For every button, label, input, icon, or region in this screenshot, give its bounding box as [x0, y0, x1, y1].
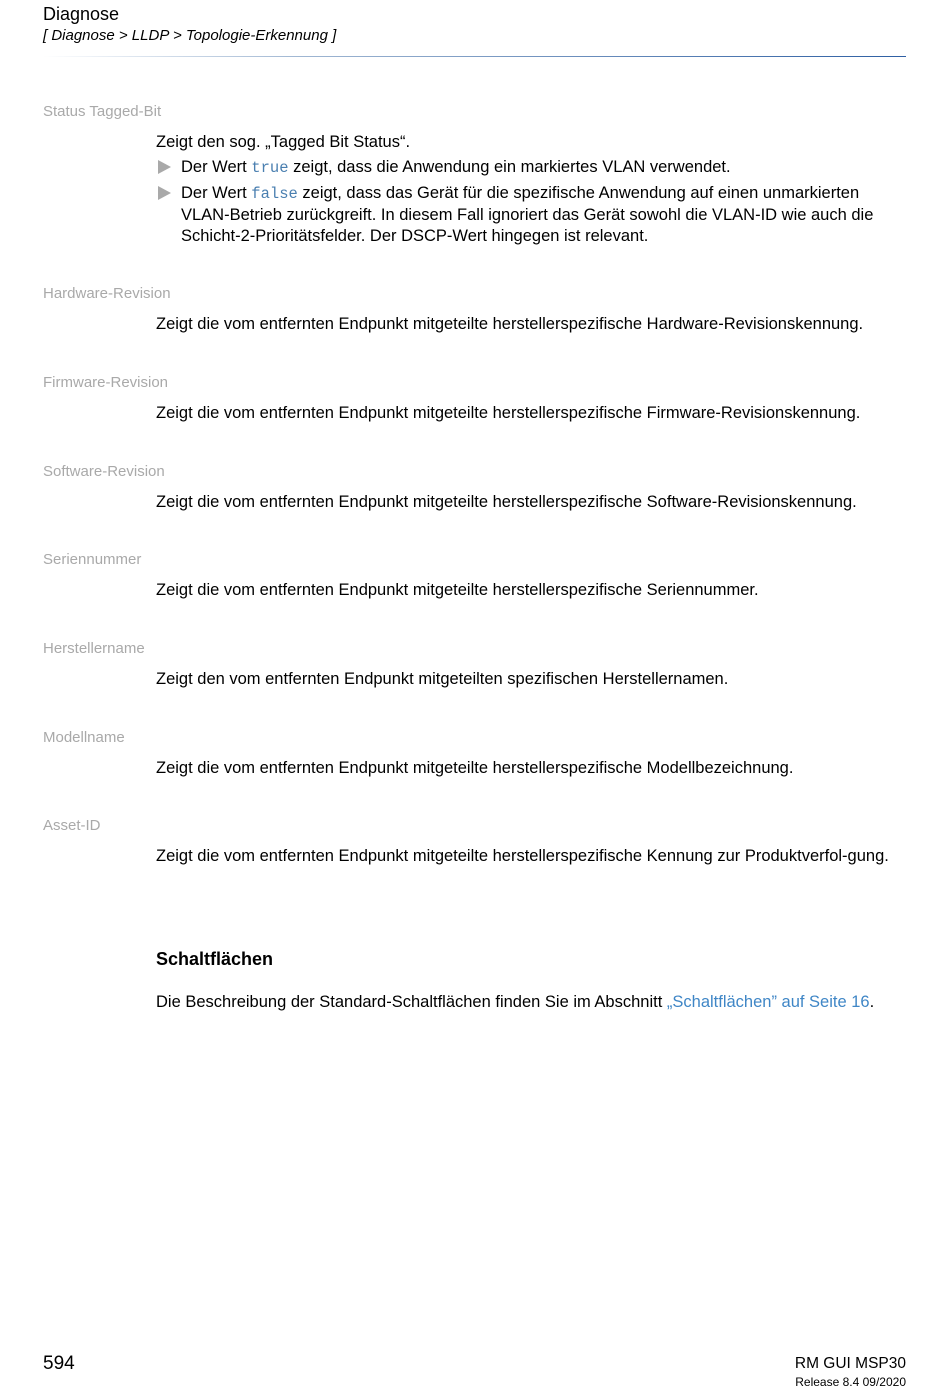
field-label-hardware-revision: Hardware-Revision — [43, 285, 171, 302]
field-desc-modellname: Zeigt die vom entfernten Endpunkt mitgeteilte herstellerspezifische Modellbezeichnung. — [156, 759, 794, 777]
field-label-modellname: Modellname — [43, 729, 125, 746]
field-desc-herstellername: Zeigt den vom entfernten Endpunkt mitgeteilten spezifischen Herstellernamen. — [156, 670, 729, 688]
header-divider — [43, 56, 906, 57]
bullet-text: Der Wert true zeigt, dass die Anwendung ein markiertes VLAN verwendet. — [181, 158, 731, 177]
field-label-asset-id: Asset-ID — [43, 817, 101, 834]
field-desc-firmware-revision: Zeigt die vom entfernten Endpunkt mitgeteilte herstellerspezifische Firmware-Revisionskennung. — [156, 404, 861, 422]
header-title: Diagnose — [43, 4, 120, 24]
tagged-bit-intro: Zeigt den sog. „Tagged Bit Status“. — [156, 133, 411, 151]
field-desc-asset-id: Zeigt die vom entfernten Endpunkt mitgeteilte herstellerspezifische Kennung zur Produktverfol-gung. — [156, 847, 889, 865]
field-desc-software-revision: Zeigt die vom entfernten Endpunkt mitgeteilte herstellerspezifische Software-Revisionskennung. — [156, 493, 857, 511]
bullet-triangle-icon — [158, 160, 171, 174]
field-desc-hardware-revision: Zeigt die vom entfernten Endpunkt mitgeteilte herstellerspezifische Hardware-Revisionskennung. — [156, 315, 864, 333]
field-desc-seriennummer: Zeigt die vom entfernten Endpunkt mitgeteilte herstellerspezifische Seriennummer. — [156, 581, 759, 599]
page-number: 594 — [43, 1353, 75, 1374]
field-label-software-revision: Software-Revision — [43, 463, 165, 480]
code-value-false: false — [251, 185, 298, 203]
bullet-triangle-icon — [158, 186, 171, 200]
breadcrumb: [ Diagnose > LLDP > Topologie-Erkennung ] — [43, 27, 337, 44]
code-value-true: true — [251, 159, 289, 177]
page-reference-link[interactable]: „Schaltflächen” auf Seite 16 — [666, 993, 870, 1011]
document-name: RM GUI MSP30 — [794, 1355, 906, 1372]
field-label-firmware-revision: Firmware-Revision — [43, 374, 169, 391]
section-title-schaltflaechen: Schaltflächen — [156, 949, 274, 969]
field-label-seriennummer: Seriennummer — [43, 551, 142, 568]
schaltflaechen-description: Die Beschreibung der Standard-Schaltflächen finden Sie im Abschnitt „Schaltflächen” auf Seite 16. — [156, 993, 875, 1011]
bullet-text: Der Wert false zeigt, dass das Gerät für die spezifische Anwendung auf einen unmarkierten VLAN-Betrieb zurückgreift. In diesem Fall ignoriert das Gerät sowohl die VLAN-ID wie auch die Schicht-2-Prioritätsfelder. Der DSCP-Wert hingegen ist relevant. — [181, 184, 874, 245]
field-label-tagged-bit: Status Tagged-Bit — [43, 103, 162, 120]
bullet-item-true — [156, 157, 908, 179]
release-info: Release 8.4 09/2020 — [795, 1375, 906, 1389]
bullet-item-false — [156, 183, 908, 247]
field-label-herstellername: Herstellername — [43, 640, 145, 657]
